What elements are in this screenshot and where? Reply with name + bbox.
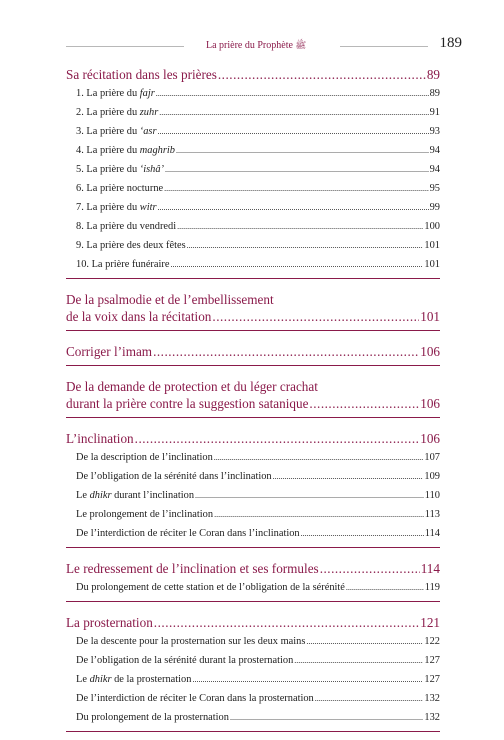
leader-dots	[187, 236, 424, 255]
toc-section-page: 106	[420, 344, 440, 359]
toc-item[interactable]	[66, 122, 440, 141]
toc-item-title	[76, 217, 176, 236]
toc-section-entry[interactable]	[66, 560, 440, 578]
toc-item-text-end: durant l’inclination	[111, 490, 195, 501]
toc-item-text: De l’obligation de la sérénité durant la prosternation	[76, 655, 294, 666]
toc-section-title-line1: De la demande de protection et du léger crachat	[66, 379, 318, 394]
toc-item-text: 9. La prière des deux fêtes	[76, 240, 186, 251]
toc-item-page: 132	[424, 693, 440, 704]
header-rule-left	[66, 46, 184, 47]
toc-item[interactable]	[66, 632, 440, 651]
toc-item-title	[76, 505, 213, 524]
toc-section-title: durant la prière contre la suggestion satanique	[66, 396, 309, 411]
leader-dots	[177, 217, 423, 236]
leader-dots	[154, 614, 419, 632]
leader-dots	[135, 430, 420, 448]
leader-dots	[158, 198, 429, 217]
toc-item-page: 110	[424, 490, 440, 501]
toc-section-page: 106	[420, 431, 440, 446]
toc-item-title	[76, 103, 158, 122]
toc-section	[66, 556, 440, 602]
leader-dots	[195, 486, 424, 505]
toc-item-page: 94	[429, 164, 440, 175]
leader-dots	[230, 708, 423, 727]
toc-item-text: 8. La prière du vendredi	[76, 221, 177, 232]
toc-item-page: 132	[424, 712, 440, 723]
toc-item[interactable]	[66, 141, 440, 160]
toc-item-italic-term: ‘asr	[139, 126, 157, 137]
leader-dots	[309, 395, 419, 413]
toc-item-title	[76, 255, 169, 274]
toc-section-entry[interactable]	[66, 395, 440, 413]
toc-item-italic-term: zuhr	[139, 107, 159, 118]
toc-item-title	[76, 198, 157, 217]
toc-section	[66, 287, 440, 331]
toc-item-text: Le	[76, 490, 90, 501]
leader-dots	[301, 524, 424, 543]
salutation-glyph: ﷺ	[295, 40, 307, 50]
leader-dots	[306, 632, 423, 651]
toc-item[interactable]	[66, 160, 440, 179]
toc-item-text: Du prolongement de la prosternation	[76, 712, 229, 723]
toc-item[interactable]	[66, 236, 440, 255]
leader-dots	[346, 578, 424, 597]
toc-item-page: 122	[424, 636, 440, 647]
toc-item[interactable]	[66, 467, 440, 486]
toc-item[interactable]	[66, 689, 440, 708]
page-number: 189	[439, 35, 462, 51]
leader-dots	[214, 505, 424, 524]
leader-dots	[158, 122, 429, 141]
toc-item-page: 99	[429, 202, 440, 213]
toc-item[interactable]	[66, 448, 440, 467]
toc-item-text: Le	[76, 674, 90, 685]
toc-item-page: 114	[424, 528, 440, 539]
toc-section-title: de la voix dans la récitation	[66, 309, 212, 324]
leader-dots	[315, 689, 424, 708]
toc-item-title	[76, 179, 163, 198]
leader-dots	[156, 84, 429, 103]
header-rule-right	[340, 46, 428, 47]
toc-section-page: 121	[420, 615, 440, 630]
toc-item-text: Du prolongement de cette station et de l’obligation de la sérénité	[76, 582, 345, 593]
toc-item-text-end: de la prosternation	[111, 674, 192, 685]
toc-item-page: 89	[429, 88, 440, 99]
toc-item-page: 127	[424, 674, 440, 685]
toc-section-title: Le redressement de l’inclination et ses formules	[66, 561, 319, 576]
toc-item-text: De l’interdiction de réciter le Coran dans la prosternation	[76, 693, 314, 704]
leader-dots	[218, 66, 426, 84]
toc-item-title	[76, 84, 155, 103]
toc-item[interactable]	[66, 198, 440, 217]
running-title-text: La prière du Prophète	[206, 40, 293, 51]
toc-section-page: 89	[426, 67, 440, 82]
toc-item-text: 2. La prière du	[76, 107, 140, 118]
leader-dots	[159, 103, 428, 122]
toc-item-title	[76, 632, 305, 651]
toc-item[interactable]	[66, 578, 440, 597]
toc-item-title	[76, 689, 314, 708]
toc-item-title	[76, 467, 272, 486]
toc-item-title	[76, 141, 175, 160]
toc-item-text: De la descente pour la prosternation sur les deux mains	[76, 636, 306, 647]
leader-dots	[153, 343, 419, 361]
toc-section-entry[interactable]	[66, 308, 440, 326]
toc-item-page: 91	[429, 107, 440, 118]
toc-item-page: 127	[424, 655, 440, 666]
toc-item-title	[76, 160, 164, 179]
running-title	[206, 39, 306, 53]
toc-item-text: De l’interdiction de réciter le Coran dans l’inclination	[76, 528, 300, 539]
toc-item-title	[76, 524, 300, 543]
toc-item-text: 10. La prière funéraire	[76, 259, 170, 270]
toc-section-page: 101	[420, 309, 440, 324]
toc-section	[66, 374, 440, 418]
toc-section-entry[interactable]	[66, 614, 440, 632]
leader-dots	[273, 467, 424, 486]
page-header	[66, 36, 464, 56]
toc-item-italic-term: dhikr	[89, 674, 112, 685]
toc-section-page: 114	[420, 561, 440, 576]
toc-item-italic-term: maghrib	[139, 145, 175, 156]
leader-dots	[165, 160, 429, 179]
toc-section-title: Corriger l’imam	[66, 344, 153, 359]
leader-dots	[320, 560, 420, 578]
toc-item-title	[76, 578, 345, 597]
toc-item-italic-term: ‘ishâ’	[139, 164, 165, 175]
toc-section-title: La prosternation	[66, 615, 153, 630]
toc-item-page: 100	[424, 221, 440, 232]
toc-item-italic-term: fajr	[139, 88, 155, 99]
toc-section-title-line1: De la psalmodie et de l’embellissement	[66, 292, 274, 307]
toc-item-title	[76, 486, 194, 505]
toc-item-title	[76, 448, 213, 467]
toc-item-title	[76, 651, 293, 670]
leader-dots	[192, 670, 423, 689]
toc-item-text: 4. La prière du	[76, 145, 140, 156]
toc-section-entry[interactable]	[66, 66, 440, 84]
leader-dots	[212, 308, 419, 326]
toc-item-title	[76, 236, 186, 255]
toc-section-title-line	[66, 291, 440, 308]
toc-item[interactable]	[66, 708, 440, 727]
toc-item[interactable]	[66, 524, 440, 543]
leader-dots	[176, 141, 429, 160]
toc-item[interactable]	[66, 179, 440, 198]
toc-section-entry[interactable]	[66, 343, 440, 361]
toc-section-title-line	[66, 378, 440, 395]
toc-item-text: Le prolongement de l’inclination	[76, 509, 214, 520]
table-of-contents	[66, 66, 440, 740]
leader-dots	[214, 448, 424, 467]
toc-section-title: L’inclination	[66, 431, 134, 446]
toc-item-page: 95	[429, 183, 440, 194]
toc-item-text: 1. La prière du	[76, 88, 140, 99]
toc-item-text: De la description de l’inclination	[76, 452, 213, 463]
toc-item[interactable]	[66, 103, 440, 122]
toc-item-page: 107	[424, 452, 440, 463]
toc-item[interactable]	[66, 651, 440, 670]
toc-item[interactable]	[66, 255, 440, 274]
toc-item-page: 119	[424, 582, 440, 593]
toc-item-page: 101	[424, 240, 440, 251]
toc-item-page: 109	[424, 471, 440, 482]
toc-item-page: 93	[429, 126, 440, 137]
toc-item[interactable]	[66, 486, 440, 505]
toc-item-italic-term: dhikr	[89, 490, 112, 501]
toc-item-page: 94	[429, 145, 440, 156]
toc-item-text: 5. La prière du	[76, 164, 140, 175]
toc-item[interactable]	[66, 84, 440, 103]
toc-section	[66, 66, 440, 279]
toc-section	[66, 339, 440, 366]
toc-item-text: 6. La prière nocturne	[76, 183, 164, 194]
toc-item-italic-term: witr	[139, 202, 157, 213]
leader-dots	[164, 179, 428, 198]
toc-item[interactable]	[66, 670, 440, 689]
toc-item-page: 113	[424, 509, 440, 520]
leader-dots	[170, 255, 423, 274]
toc-item-text: 3. La prière du	[76, 126, 140, 137]
toc-section-page: 106	[420, 396, 440, 411]
toc-item-page: 101	[424, 259, 440, 270]
toc-item-title	[76, 708, 229, 727]
toc-section	[66, 426, 440, 548]
toc-section	[66, 610, 440, 732]
toc-item-text: De l’obligation de la sérénité dans l’inclination	[76, 471, 272, 482]
toc-item-title	[76, 122, 157, 141]
toc-item[interactable]	[66, 505, 440, 524]
toc-item-text: 7. La prière du	[76, 202, 140, 213]
toc-item-title	[76, 670, 191, 689]
toc-section-title: Sa récitation dans les prières	[66, 67, 217, 82]
toc-item[interactable]	[66, 217, 440, 236]
leader-dots	[294, 651, 423, 670]
toc-section-entry[interactable]	[66, 430, 440, 448]
